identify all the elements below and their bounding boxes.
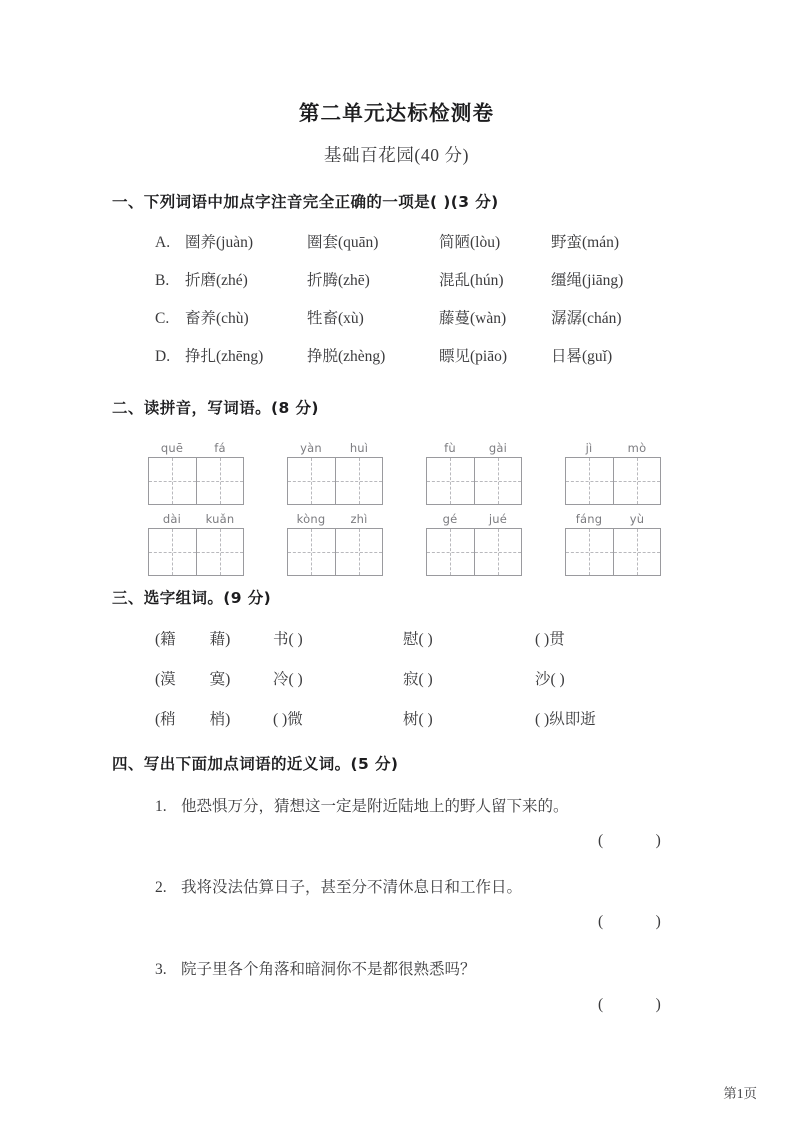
pinyin-label-group-5 — [148, 511, 244, 528]
pinyin-syllable: fáng — [575, 512, 603, 526]
tianzige-cell[interactable] — [288, 458, 335, 504]
pinyin-syllable: quē — [160, 441, 184, 455]
answer-blank-2[interactable] — [598, 913, 661, 931]
option-c-item-4: 潺潺(chán) — [551, 310, 622, 327]
tianzige-cells[interactable] — [426, 457, 522, 505]
pinyin-grid-group-2[interactable] — [287, 440, 383, 505]
tianzige-cell[interactable] — [335, 529, 382, 575]
pick-slot-3-1[interactable]: ( )微 — [273, 711, 303, 728]
tianzige-cells[interactable] — [426, 528, 522, 576]
option-b-item-2: 折腾(zhē) — [307, 272, 370, 289]
option-row-a[interactable] — [155, 230, 715, 252]
pinyin-syllable: gé — [442, 512, 458, 526]
pick-char-pair-2 — [155, 667, 273, 689]
pinyin-syllable: jì — [585, 441, 593, 455]
tianzige-cell[interactable] — [566, 458, 613, 504]
option-row-d[interactable] — [155, 344, 715, 366]
pinyin-syllable: dài — [162, 512, 182, 526]
option-label-a: A. — [155, 234, 171, 251]
pinyin-grid-group-8[interactable] — [565, 511, 661, 576]
option-a-item-2: 圈套(quān) — [307, 234, 379, 251]
option-b-item-1: 折磨(zhé) — [185, 272, 248, 289]
option-label-c: C. — [155, 310, 170, 327]
option-c-item-3: 藤蔓(wàn) — [439, 310, 507, 327]
pick-char-b: 寞) — [209, 671, 231, 688]
synonym-sentence-3 — [155, 957, 725, 979]
option-label-d: D. — [155, 348, 171, 365]
sentence-number-2: 2. — [155, 879, 167, 896]
pick-slot-1-1[interactable]: 书( ) — [273, 631, 303, 648]
synonym-sentence-2 — [155, 875, 725, 897]
pinyin-grid-group-4[interactable] — [565, 440, 661, 505]
sentence-number-1: 1. — [155, 798, 167, 815]
option-d-item-2: 挣脱(zhèng) — [307, 348, 386, 365]
section-heading-4: 四、写出下面加点词语的近义词。(5 分) — [112, 755, 399, 773]
pick-char-row-2[interactable] — [155, 667, 715, 689]
section-heading-1: 一、下列词语中加点字注音完全正确的一项是( )(3 分) — [112, 193, 499, 211]
pinyin-syllable: kòng — [296, 512, 326, 526]
option-c-item-1: 畜养(chù) — [185, 310, 249, 327]
pick-slot-2-3[interactable]: 沙( ) — [535, 671, 565, 688]
pick-char-a: (籍 — [155, 631, 176, 648]
pinyin-grid-group-1[interactable] — [148, 440, 244, 505]
tianzige-cell[interactable] — [427, 529, 474, 575]
sentence-number-3: 3. — [155, 961, 167, 978]
option-d-item-4: 日晷(guǐ) — [551, 348, 613, 365]
answer-paren-open: ( — [598, 913, 604, 930]
pinyin-label-group-6 — [287, 511, 383, 528]
pinyin-label-group-2 — [287, 440, 383, 457]
answer-blank-3[interactable] — [598, 996, 661, 1014]
pick-slot-3-3[interactable]: ( )纵即逝 — [535, 711, 596, 728]
option-row-b[interactable] — [155, 268, 715, 290]
pinyin-label-group-7 — [426, 511, 522, 528]
pick-char-row-1[interactable] — [155, 627, 715, 649]
pinyin-syllable: gài — [488, 441, 508, 455]
tianzige-cell[interactable] — [196, 458, 243, 504]
option-d-item-3: 瞟见(piāo) — [439, 348, 508, 365]
tianzige-cells[interactable] — [148, 457, 244, 505]
pinyin-label-group-3 — [426, 440, 522, 457]
pick-char-b: 梢) — [209, 711, 231, 728]
page-subtitle: 基础百花园(40 分) — [323, 145, 470, 165]
pinyin-syllable: zhì — [350, 512, 368, 526]
answer-paren-close: ) — [655, 913, 662, 930]
pinyin-label-group-4 — [565, 440, 661, 457]
pinyin-label-group-8 — [565, 511, 661, 528]
answer-paren-open: ( — [598, 832, 604, 849]
pinyin-label-group-1 — [148, 440, 244, 457]
option-b-item-3: 混乱(hún) — [439, 272, 504, 289]
tianzige-cells[interactable] — [565, 528, 661, 576]
tianzige-cell[interactable] — [196, 529, 243, 575]
pick-char-row-3[interactable] — [155, 707, 715, 729]
tianzige-cell[interactable] — [335, 458, 382, 504]
sentence-text-3: 院子里各个角落和暗洞你不是都很熟悉吗？ — [181, 961, 476, 978]
pinyin-grid-group-7[interactable] — [426, 511, 522, 576]
answer-paren-close: ) — [655, 832, 662, 849]
section-heading-2: 二、读拼音，写词语。(8 分) — [112, 399, 319, 417]
option-a-item-3: 简陋(lòu) — [439, 234, 501, 251]
tianzige-cell[interactable] — [288, 529, 335, 575]
pinyin-syllable: kuǎn — [205, 512, 235, 526]
sentence-text-2: 我将没法估算日子，甚至分不清休息日和工作日。 — [181, 879, 523, 896]
pick-char-b: 藉) — [209, 631, 231, 648]
option-b-item-4: 缰绳(jiāng) — [551, 272, 624, 289]
answer-paren-close: ) — [655, 996, 662, 1013]
pick-slot-2-2[interactable]: 寂( ) — [403, 671, 433, 688]
option-c-item-2: 牲畜(xù) — [307, 310, 364, 327]
tianzige-cells[interactable] — [287, 457, 383, 505]
option-row-c[interactable] — [155, 306, 715, 328]
sentence-text-1: 他恐惧万分，猜想这一定是附近陆地上的野人留下来的。 — [181, 798, 569, 815]
pick-slot-1-3[interactable]: ( )贯 — [535, 631, 565, 648]
tianzige-cell[interactable] — [474, 529, 521, 575]
pinyin-syllable: yù — [629, 512, 645, 526]
tianzige-cell[interactable] — [613, 529, 660, 575]
option-a-item-4: 野蛮(mán) — [551, 234, 620, 251]
option-label-b: B. — [155, 272, 170, 289]
pick-char-pair-1 — [155, 627, 273, 649]
pinyin-syllable: fù — [444, 441, 456, 455]
tianzige-cell[interactable] — [566, 529, 613, 575]
pinyin-grid-group-3[interactable] — [426, 440, 522, 505]
tianzige-cell[interactable] — [474, 458, 521, 504]
pinyin-grid-group-5[interactable] — [148, 511, 244, 576]
pinyin-syllable: yàn — [300, 441, 322, 455]
pick-char-a: (稍 — [155, 711, 176, 728]
tianzige-cell[interactable] — [613, 458, 660, 504]
tianzige-cell[interactable] — [427, 458, 474, 504]
pinyin-syllable: jué — [488, 512, 508, 526]
tianzige-cells[interactable] — [287, 528, 383, 576]
pinyin-syllable: huì — [349, 441, 369, 455]
section-heading-3: 三、选字组词。(9 分) — [112, 589, 272, 607]
pick-slot-3-2[interactable]: 树( ) — [403, 711, 433, 728]
page-footer: 第1页 — [723, 1086, 757, 1101]
pinyin-grid-group-6[interactable] — [287, 511, 383, 576]
pick-char-pair-3 — [155, 707, 273, 729]
pick-slot-2-1[interactable]: 冷( ) — [273, 671, 303, 688]
synonym-sentence-1 — [155, 794, 725, 816]
option-d-item-1: 挣扎(zhēng) — [185, 348, 264, 365]
page-title: 第二单元达标检测卷 — [298, 101, 495, 125]
pinyin-syllable: mò — [627, 441, 647, 455]
answer-blank-1[interactable] — [598, 832, 661, 850]
tianzige-cells[interactable] — [565, 457, 661, 505]
tianzige-cell[interactable] — [149, 458, 196, 504]
pinyin-syllable: fá — [214, 441, 226, 455]
answer-paren-open: ( — [598, 996, 604, 1013]
pick-slot-1-2[interactable]: 慰( ) — [403, 631, 433, 648]
tianzige-cells[interactable] — [148, 528, 244, 576]
pinyin-grid-row-1 — [148, 440, 708, 512]
option-a-item-1: 圈养(juàn) — [185, 234, 254, 251]
pinyin-grid-row-2 — [148, 511, 708, 583]
tianzige-cell[interactable] — [149, 529, 196, 575]
pick-char-a: (漠 — [155, 671, 176, 688]
